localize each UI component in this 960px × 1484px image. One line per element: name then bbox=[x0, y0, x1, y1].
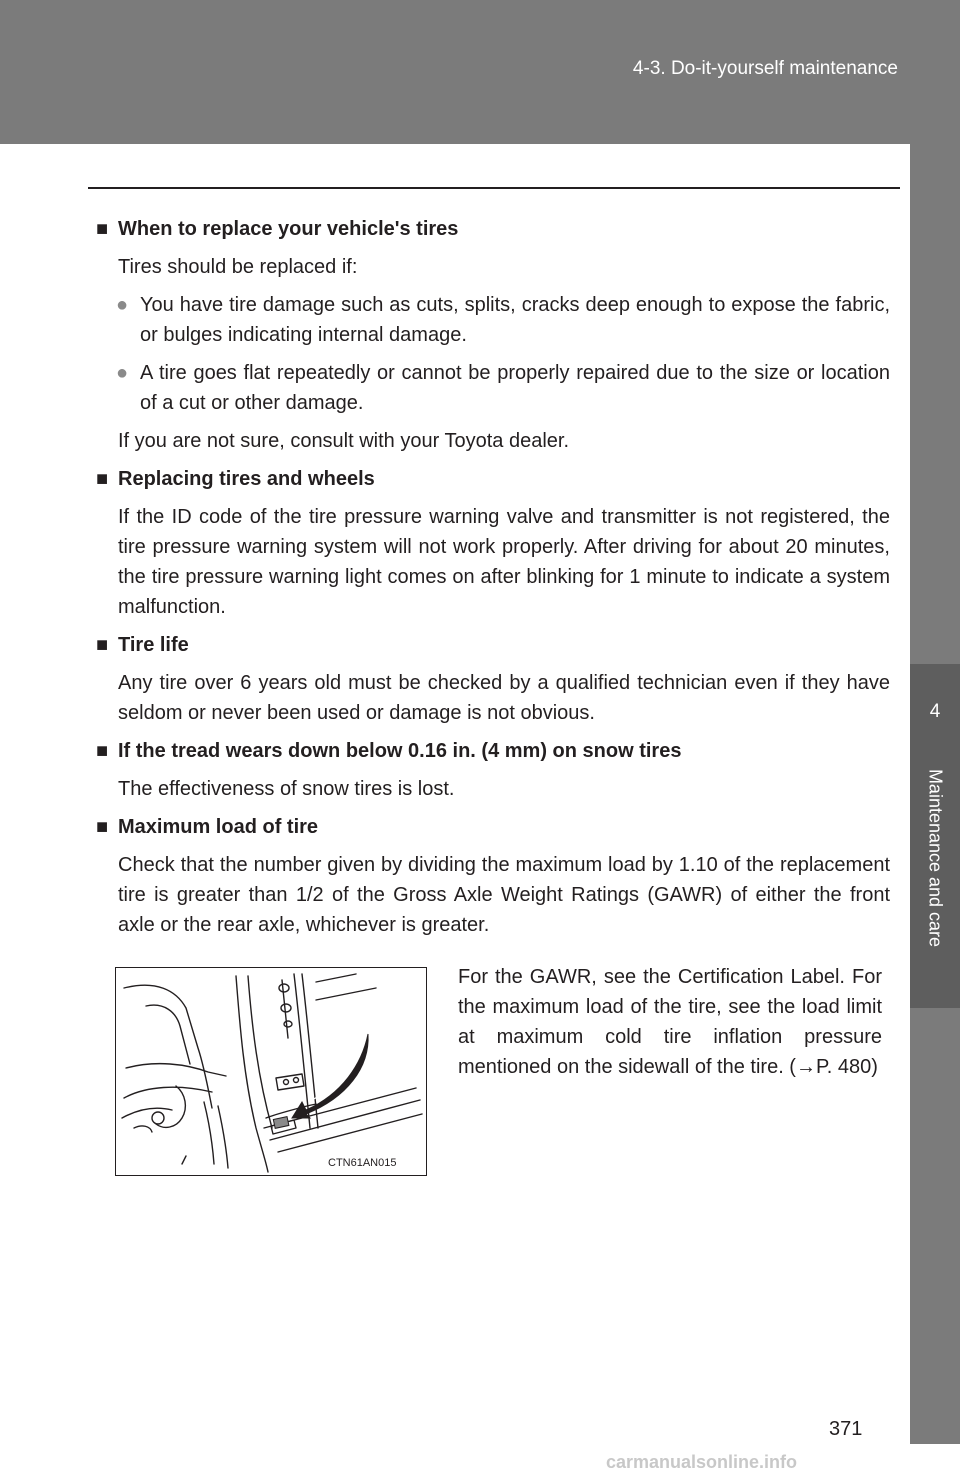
paragraph: The effectiveness of snow tires is lost. bbox=[118, 778, 455, 800]
watermark: carmanualsonline.info bbox=[606, 1452, 798, 1472]
page-number: 371 bbox=[829, 1418, 863, 1440]
section-heading-tread: ■ If the tread wears down below 0.16 in. (4 mm) on snow tires bbox=[96, 736, 890, 766]
section-heading-replacing: ■ Replacing tires and wheels bbox=[96, 464, 890, 494]
header-rule bbox=[88, 187, 900, 189]
door-illustration-drawing bbox=[116, 968, 425, 1174]
paragraph: If you are not sure, consult with your Toyota dealer. bbox=[118, 430, 569, 452]
section-heading-load: ■ Maximum load of tire bbox=[96, 812, 890, 842]
page-content bbox=[96, 214, 890, 948]
square-bullet-icon: ■ bbox=[96, 468, 109, 490]
circle-bullet-icon: ● bbox=[116, 294, 129, 316]
pointer-arrow-icon bbox=[292, 1034, 368, 1118]
square-bullet-icon: ■ bbox=[96, 634, 109, 656]
section-heading-replace: ■ When to replace your vehicle's tires bbox=[96, 214, 890, 244]
paragraph: Check that the number given by dividing the maximum load by 1.10 of the replacement tire is greater than 1/2 of the Gross Axle Weight Ratings (GAWR) of either the front axle or the rear axle, whichever is greater. bbox=[118, 854, 890, 936]
figure-caption: For the GAWR, see the Certification Label. For the maximum load of the tire, see the load limit at maximum cold tire inflation pressure mentioned on the sidewall of the tire. (→P. 480) bbox=[458, 966, 882, 1078]
chapter-name: Maintenance and care bbox=[925, 768, 946, 948]
square-bullet-icon: ■ bbox=[96, 740, 109, 762]
paragraph: If the ID code of the tire pressure warning valve and transmitter is not registered, the tire pressure warning system will not work properly. After driving for about 20 minutes, the tire pressure warning light comes on after blinking for 1 minute to indicate a system malfunction. bbox=[118, 506, 890, 618]
door-sill-illustration bbox=[115, 967, 427, 1176]
circle-bullet-icon: ● bbox=[116, 362, 129, 384]
list-item: ● You have tire damage such as cuts, splits, cracks deep enough to expose the fabric, or bulges indicating internal damage. bbox=[96, 290, 890, 350]
paragraph: Tires should be replaced if: bbox=[118, 256, 358, 278]
paragraph: Any tire over 6 years old must be checked by a qualified technician even if they have seldom or never been used or damage is not obvious. bbox=[118, 672, 890, 724]
list-item: ● A tire goes flat repeatedly or cannot be properly repaired due to the size or location of a cut or other damage. bbox=[96, 358, 890, 418]
section-heading-life: ■ Tire life bbox=[96, 630, 890, 660]
section-title: 4-3. Do-it-yourself maintenance bbox=[632, 58, 898, 79]
figure-code: CTN61AN015 bbox=[328, 1157, 397, 1169]
square-bullet-icon: ■ bbox=[96, 816, 109, 838]
square-bullet-icon: ■ bbox=[96, 218, 109, 240]
chapter-number: 4 bbox=[929, 701, 941, 722]
